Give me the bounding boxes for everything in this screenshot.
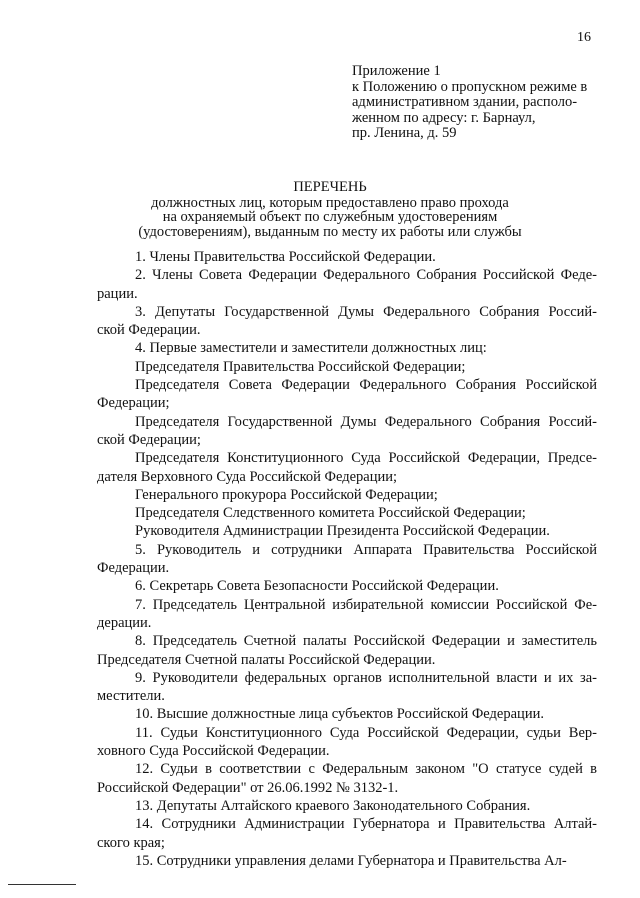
appendix-note — [352, 64, 612, 142]
list-item — [97, 339, 597, 357]
list-item-line: ской Федерации; — [97, 431, 201, 448]
document-subtitle-line: должностных лиц, которым предоставлено право прохода — [151, 194, 509, 211]
list-item-line: 15. Сотрудники управления делами Губернатора и Правительства Ал- — [135, 852, 567, 869]
list-item-line: 5. Руководитель и сотрудники Аппарата Правительства Российской — [135, 541, 597, 558]
list-item-line: местители. — [97, 688, 165, 705]
list-item-line: ховного Суда Российской Федерации. — [97, 743, 330, 760]
list-item — [97, 760, 597, 797]
footer-rule — [8, 884, 76, 885]
list-item-line: 10. Высшие должностные лица субъектов Российской Федерации. — [135, 706, 544, 723]
list-item — [97, 303, 597, 340]
list-item — [97, 504, 597, 522]
list-item — [97, 248, 597, 266]
list-item-line: 14. Сотрудники Администрации Губернатора и Правительства Алтай- — [135, 816, 597, 833]
list-item — [97, 358, 597, 376]
list-body — [97, 248, 597, 870]
list-item-line: Федерации. — [97, 560, 170, 577]
list-item-line: 9. Руководители федеральных органов исполнительной власти и их за- — [135, 669, 597, 686]
list-item — [97, 815, 597, 852]
list-item-line: 1. Члены Правительства Российской Федерации. — [135, 249, 436, 265]
list-item-line: 11. Судьи Конституционного Суда Российской Федерации, судьи Вер- — [135, 724, 597, 741]
list-item-line: Федерации; — [97, 395, 170, 412]
list-item-line: ского края; — [97, 834, 165, 851]
appendix-line: административном здании, располо- — [352, 94, 578, 110]
document-subtitle-line: (удостоверениям), выданным по месту их работы или службы — [138, 223, 522, 240]
appendix-line: пр. Ленина, д. 59 — [352, 125, 457, 141]
list-item-line: Генерального прокурора Российской Федерации; — [135, 486, 438, 503]
list-item-line: 4. Первые заместители и заместители должностных лиц: — [135, 340, 487, 357]
list-item-line: дателя Верховного Суда Российской Федерации; — [97, 468, 398, 485]
list-item — [97, 486, 597, 504]
list-item — [97, 522, 597, 540]
list-item — [97, 376, 597, 413]
list-item-line: Российской Федерации" от 26.06.1992 № 3132-1. — [97, 779, 399, 796]
list-item — [97, 577, 597, 595]
list-item — [97, 449, 597, 486]
list-item-line: 13. Депутаты Алтайского краевого Законодательного Собрания. — [135, 797, 531, 814]
list-item — [97, 724, 597, 761]
list-item — [97, 797, 597, 815]
appendix-line: Приложение 1 — [352, 63, 441, 79]
list-item — [97, 413, 597, 450]
list-item-line: Председателя Следственного комитета Российской Федерации; — [135, 505, 526, 522]
list-item-line: Председателя Счетной палаты Российской Федерации. — [97, 651, 436, 668]
list-item-line: 7. Председатель Центральной избирательной комиссии Российской Фе- — [135, 596, 597, 613]
list-item — [97, 541, 597, 578]
page-number: 16 — [577, 30, 591, 45]
list-item — [97, 669, 597, 706]
list-item-line: Председателя Совета Федерации Федерального Собрания Российской — [135, 377, 597, 394]
list-item-line: ской Федерации. — [97, 322, 201, 339]
document-title: ПЕРЕЧЕНЬ — [293, 179, 367, 195]
list-item — [97, 596, 597, 633]
list-item-line: 3. Депутаты Государственной Думы Федерального Собрания Россий- — [135, 303, 597, 320]
list-item-line: 12. Судьи в соответствии с Федеральным законом "О статусе судей в — [135, 761, 597, 778]
list-item — [97, 852, 597, 870]
list-item-line: рации. — [97, 285, 138, 302]
list-item-line: Председателя Конституционного Суда Российской Федерации, Предсе- — [135, 450, 597, 467]
list-item-line: Руководителя Администрации Президента Российской Федерации. — [135, 523, 550, 540]
document-heading — [60, 180, 600, 239]
list-item-line: 8. Председатель Счетной палаты Российской Федерации и заместитель — [135, 633, 597, 650]
list-item — [97, 632, 597, 669]
list-item-line: Председателя Государственной Думы Федерального Собрания Россий- — [135, 413, 597, 430]
document-subtitle-line: на охраняемый объект по служебным удостоверениям — [162, 209, 498, 225]
list-item-line: Председателя Правительства Российской Федерации; — [135, 358, 466, 375]
list-item-line: 6. Секретарь Совета Безопасности Российской Федерации. — [135, 578, 499, 595]
appendix-line: к Положению о пропускном режиме в — [352, 78, 588, 95]
list-item — [97, 266, 597, 303]
list-item — [97, 705, 597, 723]
appendix-line: женном по адресу: г. Барнаул, — [352, 109, 536, 126]
list-item-line: дерации. — [97, 614, 152, 631]
list-item-line: 2. Члены Совета Федерации Федерального Собрания Российской Феде- — [135, 267, 597, 284]
